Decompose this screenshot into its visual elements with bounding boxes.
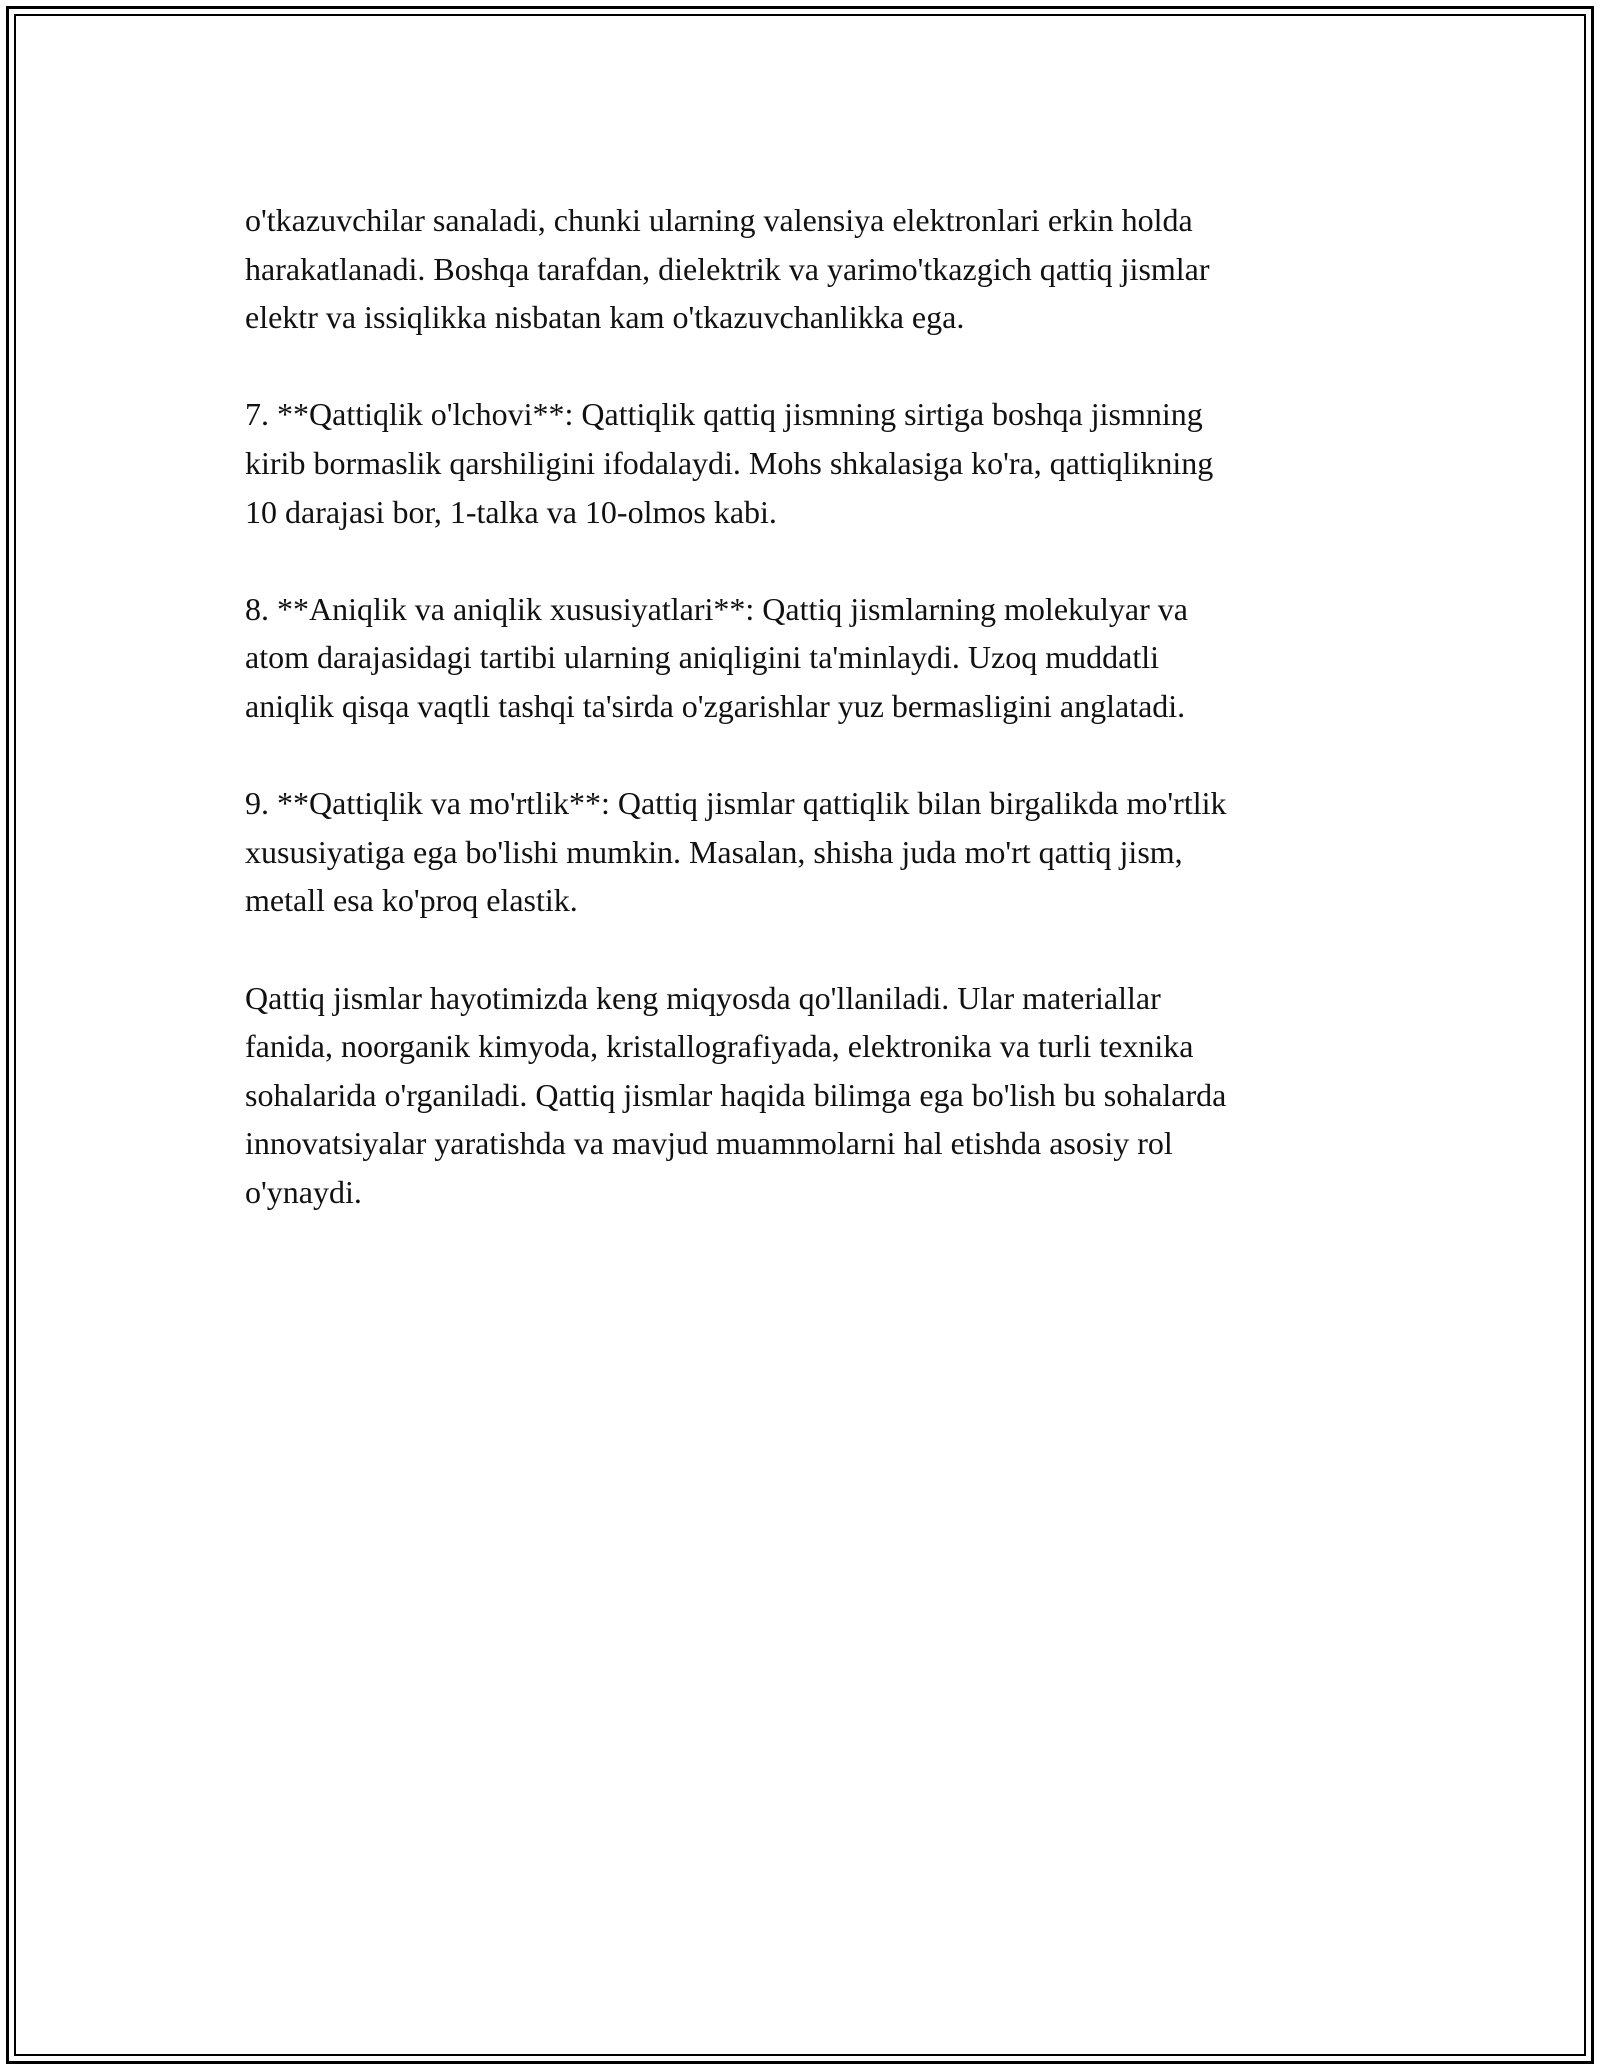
text-line: 9. **Qattiqlik va mo'rtlik**: Qattiq jismlar qattiqlik bilan birgalikda mo'rtlik — [245, 785, 1227, 822]
paragraph-conductivity — [245, 196, 1395, 342]
text-line: o'ynaydi. — [245, 1173, 362, 1210]
text-line: metall esa ko'proq elastik. — [245, 882, 578, 919]
text-line: sohalarida o'rganiladi. Qattiq jismlar haqida bilimga ega bo'lish bu sohalarda — [245, 1076, 1227, 1113]
text-line: fanida, noorganik kimyoda, kristallografiyada, elektronika va turli texnika — [245, 1028, 1194, 1065]
text-line: 10 darajasi bor, 1-talka va 10-olmos kabi. — [245, 493, 777, 530]
paragraph-item-9-brittleness — [245, 779, 1395, 925]
text-line: Qattiq jismlar hayotimizda keng miqyosda qo'llaniladi. Ular materiallar — [245, 979, 1161, 1016]
paragraph-item-7-hardness — [245, 390, 1395, 536]
text-line: harakatlanadi. Boshqa tarafdan, dielektrik va yarimo'tkazgich qattiq jismlar — [245, 250, 1210, 287]
text-line: o'tkazuvchilar sanaladi, chunki ularning valensiya elektronlari erkin holda — [245, 202, 1193, 238]
text-line: xususiyatiga ega bo'lishi mumkin. Masalan, shisha juda mo'rt qattiq jism, — [245, 833, 1183, 870]
text-line: kirib bormaslik qarshiligini ifodalaydi. Mohs shkalasiga ko'ra, qattiqlikning — [245, 444, 1214, 481]
text-line: innovatsiyalar yaratishda va mavjud muammolarni hal etishda asosiy rol — [245, 1125, 1173, 1162]
text-line: aniqlik qisqa vaqtli tashqi ta'sirda o'zgarishlar yuz bermasligini anglatadi. — [245, 687, 1186, 724]
page-frame — [6, 6, 1594, 2064]
paragraph-item-8-precision — [245, 585, 1395, 731]
text-line: 8. **Aniqlik va aniqlik xususiyatlari**: Qattiq jismlarning molekulyar va — [245, 590, 1188, 627]
text-line: elektr va issiqlikka nisbatan kam o'tkazuvchanlikka ega. — [245, 299, 965, 336]
document-body — [245, 196, 1395, 1265]
paragraph-conclusion — [245, 974, 1395, 1217]
text-line: 7. **Qattiqlik o'lchovi**: Qattiqlik qattiq jismning sirtiga boshqa jismning — [245, 396, 1203, 433]
text-line: atom darajasidagi tartibi ularning aniqligini ta'minlaydi. Uzoq muddatli — [245, 639, 1159, 676]
